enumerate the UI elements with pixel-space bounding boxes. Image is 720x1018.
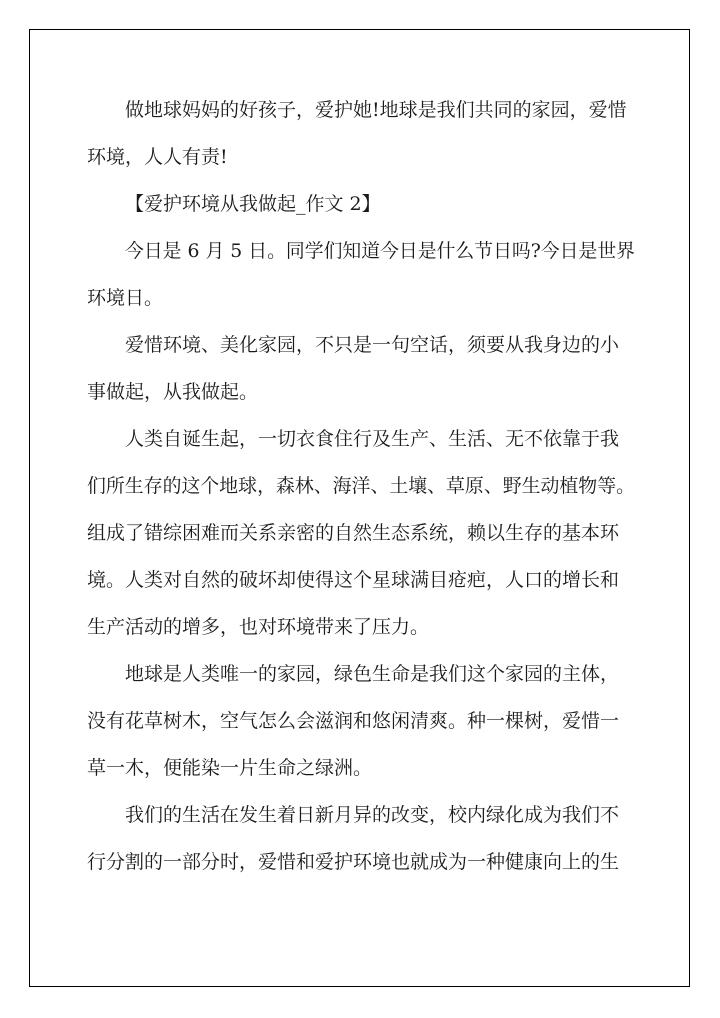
text-line: 今日是 6 月 5 日。同学们知道今日是什么节日吗?今日是世界 <box>125 240 635 262</box>
text-line: 环境日。 <box>87 287 164 309</box>
text-line: 组成了错综困难而关系亲密的自然生态系统，赖以生存的基本环 <box>87 522 620 544</box>
text-line: 事做起，从我做起。 <box>87 381 259 403</box>
text-line: 生产活动的增多，也对环境带来了压力。 <box>87 616 430 638</box>
text-line: 没有花草树木，空气怎么会滋润和悠闲清爽。种一棵树，爱惜一 <box>87 710 620 732</box>
text-line: 境。人类对自然的破坏却使得这个星球满目疮疤，人口的增长和 <box>87 569 620 591</box>
text-line: 环境，人人有责! <box>87 146 228 168</box>
text-line: 人类自诞生起，一切衣食住行及生产、生活、无不依靠于我 <box>125 428 620 450</box>
section-heading: 【爱护环境从我做起_作文 2】 <box>125 193 381 215</box>
text-line: 我们的生活在发生着日新月异的改变，校内绿化成为我们不 <box>125 804 620 826</box>
text-line: 们所生存的这个地球，森林、海洋、土壤、草原、野生动植物等。 <box>87 475 635 497</box>
text-line: 行分割的一部分时，爱惜和爱护环境也就成为一种健康向上的生 <box>87 851 620 873</box>
text-line: 地球是人类唯一的家园，绿色生命是我们这个家园的主体， <box>125 663 620 685</box>
text-line: 草一木，便能染一片生命之绿洲。 <box>87 757 373 779</box>
text-line: 做地球妈妈的好孩子，爱护她!地球是我们共同的家园，爱惜 <box>125 99 627 121</box>
text-line: 爱惜环境、美化家园，不只是一句空话，须要从我身边的小 <box>125 334 620 356</box>
document-body <box>87 90 635 889</box>
